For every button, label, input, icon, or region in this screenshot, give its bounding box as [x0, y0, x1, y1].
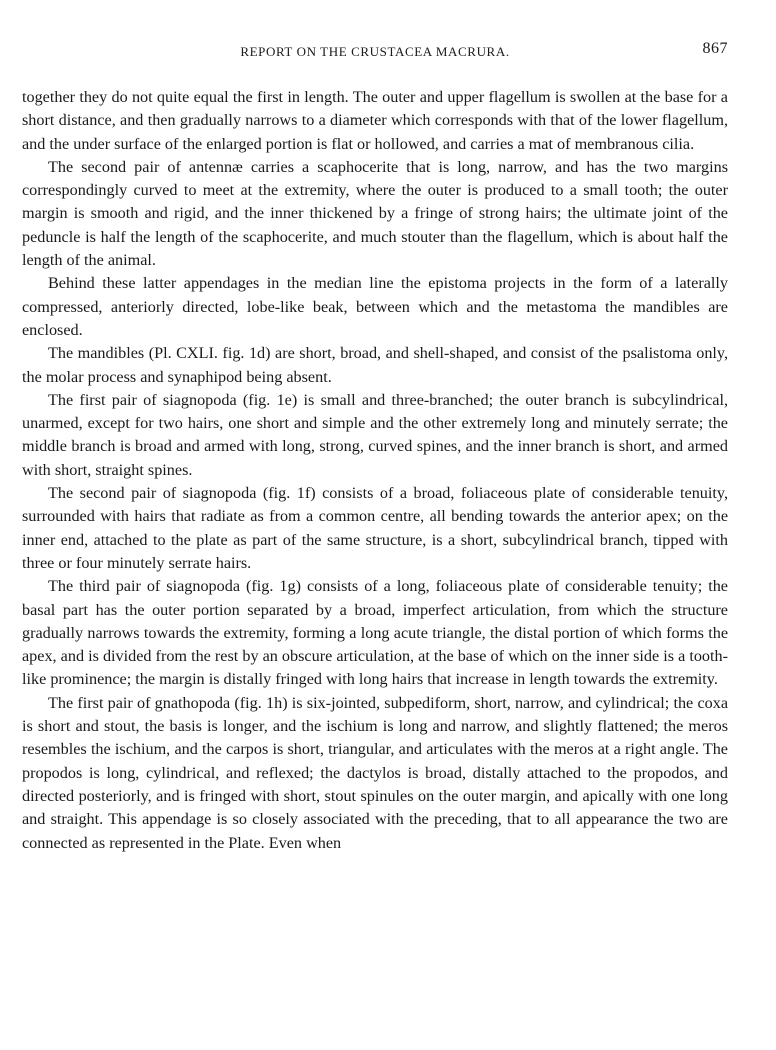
page-number: 867 — [702, 40, 728, 57]
paragraph-first-gnathopoda: The first pair of gnathopoda (fig. 1h) is six-jointed, subpediform, short, narrow, and cylindrical; the coxa is short and stout, the basis is longer, and the ischium is long and narrow, and slightly flattened; the meros resembles the ischium, and the carpos is short, triangular, and articulates with the meros at a right angle. The propodos is long, cylindrical, and reflexed; the dactylos is broad, distally attached to the propodos, and directed posteriorly, and is fringed with short, stout spinules on the outer margin, and apically with one long and straight. This appendage is so closely associated with the preceding, that to all appearance the two are connected as represented in the Plate. Even when — [22, 693, 728, 852]
running-title: REPORT ON THE CRUSTACEA MACRURA. — [240, 44, 510, 59]
paragraph-third-siagnopoda: The third pair of siagnopoda (fig. 1g) consists of a long, foliaceous plate of considerable tenuity; the basal part has the outer portion separated by a broad, imperfect articulation, from which the structure gradually narrows towards the extremity, forming a long acute triangle, the distal portion of which forms the apex, and is divided from the rest by an obscure articulation, at the base of which on the inner side is a tooth-like prominence; the margin is distally fringed with long hairs that increase in length towards the extremity. — [22, 577, 728, 689]
paragraph-continued: together they do not quite equal the first in length. The outer and upper flagellum is swollen at the base for a short distance, and then gradually narrows to a diameter which corresponds with that of the lower flagellum, and the under surface of the enlarged portion is flat or hollowed, and carries a mat of membranous cilia. — [22, 88, 728, 153]
body-text — [22, 86, 728, 855]
paragraph-first-siagnopoda: The first pair of siagnopoda (fig. 1e) is small and three-branched; the outer branch is subcylindrical, unarmed, except for two hairs, one short and simple and the other extremely long and minutely serrate; the middle branch is broad and armed with long, strong, curved spines, and the inner branch is short, and armed with short, straight spines. — [22, 390, 728, 479]
paragraph-second-siagnopoda: The second pair of siagnopoda (fig. 1f) consists of a broad, foliaceous plate of considerable tenuity, surrounded with hairs that radiate as from a common centre, all bending towards the anterior apex; on the inner end, attached to the plate as part of the same structure, is a short, subcylindrical branch, tipped with three or four minutely serrate hairs. — [22, 484, 728, 572]
paragraph-epistoma: Behind these latter appendages in the median line the epistoma projects in the form of a laterally compressed, anteriorly directed, lobe-like beak, between which and the metastoma the mandibles are enclosed. — [22, 274, 728, 339]
paragraph-second-antennae: The second pair of antennæ carries a scaphocerite that is long, narrow, and has the two margins correspondingly curved to meet at the extremity, where the outer is produced to a small tooth; the outer margin is smooth and rigid, and the inner thickened by a fringe of strong hairs; the ultimate joint of the peduncle is half the length of the scaphocerite, and much stouter than the flagellum, which is about half the length of the animal. — [22, 157, 728, 270]
page — [22, 40, 728, 855]
running-header — [22, 40, 728, 66]
paragraph-mandibles: The mandibles (Pl. CXLI. fig. 1d) are short, broad, and shell-shaped, and consist of the psalistoma only, the molar process and synaphipod being absent. — [22, 344, 728, 386]
